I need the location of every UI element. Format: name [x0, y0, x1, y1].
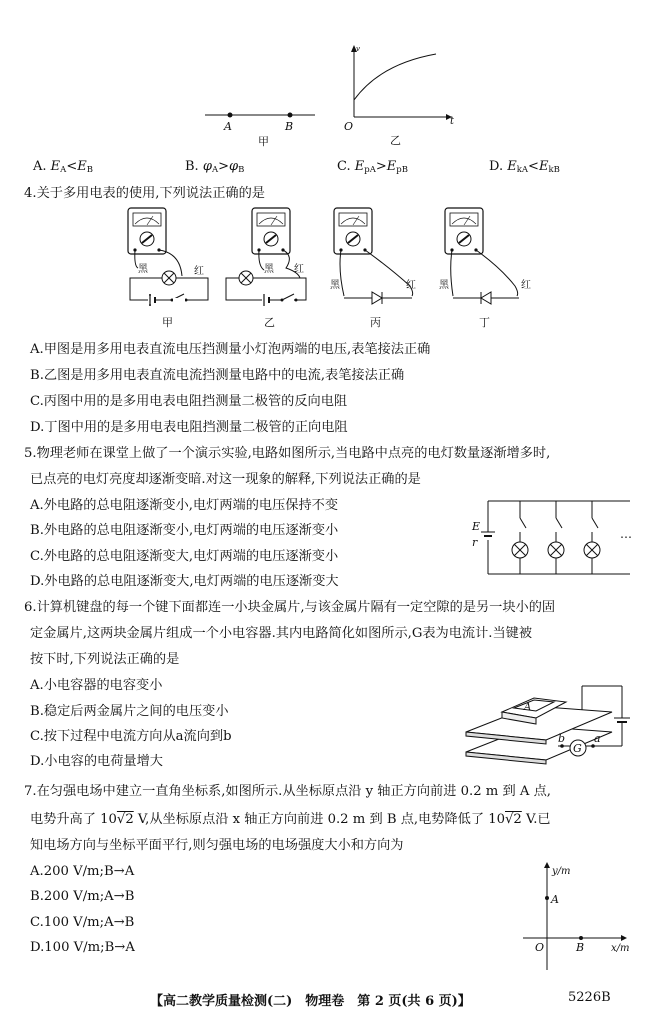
svg-text:E: E — [472, 520, 481, 533]
q4-stem: 4.关于多用电表的使用,下列说法正确的是 — [24, 186, 265, 201]
svg-text:A: A — [551, 893, 559, 906]
circuit-bing — [330, 208, 416, 329]
svg-text:黑: 黑 — [330, 280, 340, 291]
svg-text:x/m: x/m — [611, 943, 630, 954]
svg-text:丁: 丁 — [479, 316, 490, 329]
q7-stem-line1: 7.在匀强电场中建立一直角坐标系,如图所示.从坐标原点沿 y 轴正方向前进 0.2 m 到 A 点, — [24, 784, 551, 799]
q6-figure — [462, 680, 637, 775]
q5-option-c: C.外电路的总电阻逐渐变大,电灯两端的电压逐渐变小 — [30, 549, 339, 564]
q4-figure — [120, 208, 540, 333]
figure-yi — [340, 42, 460, 152]
svg-text:丙: 丙 — [370, 316, 381, 329]
q5-option-b: B.外电路的总电阻逐渐变小,电灯两端的电压逐渐变小 — [30, 523, 339, 538]
circuit-jia — [128, 208, 208, 329]
q5-option-a: A.外电路的总电阻逐渐变小,电灯两端的电压保持不变 — [30, 498, 339, 513]
v-t-curve — [354, 54, 436, 100]
svg-text:G: G — [573, 742, 582, 755]
paper-code: 5226B — [568, 990, 611, 1005]
axis-y-label: v — [356, 45, 360, 53]
q6-stem-line3: 按下时,下列说法正确的是 — [30, 652, 180, 667]
circuit-ding — [439, 208, 531, 329]
q4-option-b: B.乙图是用多用电表直流电流挡测量电路中的电流,表笔接法正确 — [30, 368, 405, 383]
point-b-label: B — [285, 120, 294, 133]
svg-text:a: a — [594, 732, 601, 745]
q5-stem-line2: 已点亮的电灯亮度却逐渐变暗.对这一现象的解释,下列说法正确的是 — [30, 472, 421, 487]
figure-caption: 甲 — [258, 135, 269, 148]
figure-jia — [205, 105, 325, 148]
svg-text:B: B — [576, 941, 585, 954]
svg-text:甲: 甲 — [162, 316, 173, 329]
svg-text:…: … — [620, 527, 632, 541]
q4-option-d: D.丁图中用的是多用电表电阻挡测量二极管的正向电阻 — [30, 420, 348, 435]
q3-option-c: C. $E_{pA}>E_{pB}$ — [337, 159, 408, 175]
svg-text:红: 红 — [406, 280, 416, 291]
q7-option-d: D.100 V/m;B→A — [30, 940, 135, 955]
q7-stem-line2: 电势升高了 10√2 V,从坐标原点沿 x 轴正方向前进 0.2 m 到 B 点,电势降低了 10√2 V.已 — [30, 812, 551, 827]
q7-figure — [515, 858, 635, 976]
page-footer: 【高二教学质量检测(二) 物理卷 第 2 页(共 6 页)】 — [150, 994, 471, 1009]
svg-text:黑: 黑 — [439, 280, 449, 291]
figure-caption: 乙 — [390, 134, 401, 147]
q6-option-b: B.稳定后两金属片之间的电压变小 — [30, 704, 229, 719]
q5-option-d: D.外电路的总电阻逐渐变大,电灯两端的电压逐渐变大 — [30, 574, 339, 589]
svg-text:A: A — [524, 702, 532, 713]
svg-text:O: O — [535, 941, 545, 954]
axis-x-label: t — [450, 116, 455, 127]
q6-stem-line1: 6.计算机键盘的每一个键下面都连一小块金属片,与该金属片隔有一定空隙的是另一块小的固 — [24, 600, 556, 615]
q6-stem-line2: 定金属片,这两块金属片组成一个小电容器.其内电路简化如图所示,G表为电流计.当键被 — [30, 626, 533, 641]
q3-option-b: B. $\varphi_A>\varphi_B$ — [185, 159, 245, 175]
q7-option-b: B.200 V/m;A→B — [30, 889, 135, 904]
q7-stem-line3: 知电场方向与坐标平面平行,则匀强电场的电场强度大小和方向为 — [30, 838, 404, 853]
q4-option-a: A.甲图是用多用电表直流电压挡测量小灯泡两端的电压,表笔接法正确 — [30, 342, 431, 357]
q3-option-d: D. $E_{kA}<E_{kB}$ — [489, 159, 560, 175]
q7-option-c: C.100 V/m;A→B — [30, 915, 135, 930]
svg-text:b: b — [558, 732, 566, 745]
svg-text:红: 红 — [294, 264, 304, 275]
svg-text:r: r — [472, 536, 478, 549]
q7-option-a: A.200 V/m;B→A — [30, 864, 135, 879]
q5-stem-line1: 5.物理老师在课堂上做了一个演示实验,电路如图所示,当电路中点亮的电灯数量逐渐增多时, — [24, 446, 551, 461]
origin-label: O — [344, 120, 354, 133]
svg-text:y/m: y/m — [552, 866, 571, 877]
q6-option-d: D.小电容的电荷量增大 — [30, 754, 163, 769]
q4-option-c: C.丙图中用的是多用电表电阻挡测量二极管的反向电阻 — [30, 394, 348, 409]
svg-text:红: 红 — [194, 266, 204, 277]
circuit-yi — [226, 208, 306, 329]
point-a-label: A — [224, 120, 232, 133]
svg-text:黑: 黑 — [138, 264, 148, 275]
q3-option-a: A. $E_A<E_B$ — [33, 159, 93, 175]
q5-figure — [470, 496, 640, 578]
svg-text:乙: 乙 — [264, 316, 275, 329]
svg-text:红: 红 — [521, 280, 531, 291]
svg-text:黑: 黑 — [264, 264, 274, 275]
q6-option-c: C.按下过程中电流方向从a流向到b — [30, 729, 232, 744]
q6-option-a: A.小电容器的电容变小 — [30, 678, 163, 693]
